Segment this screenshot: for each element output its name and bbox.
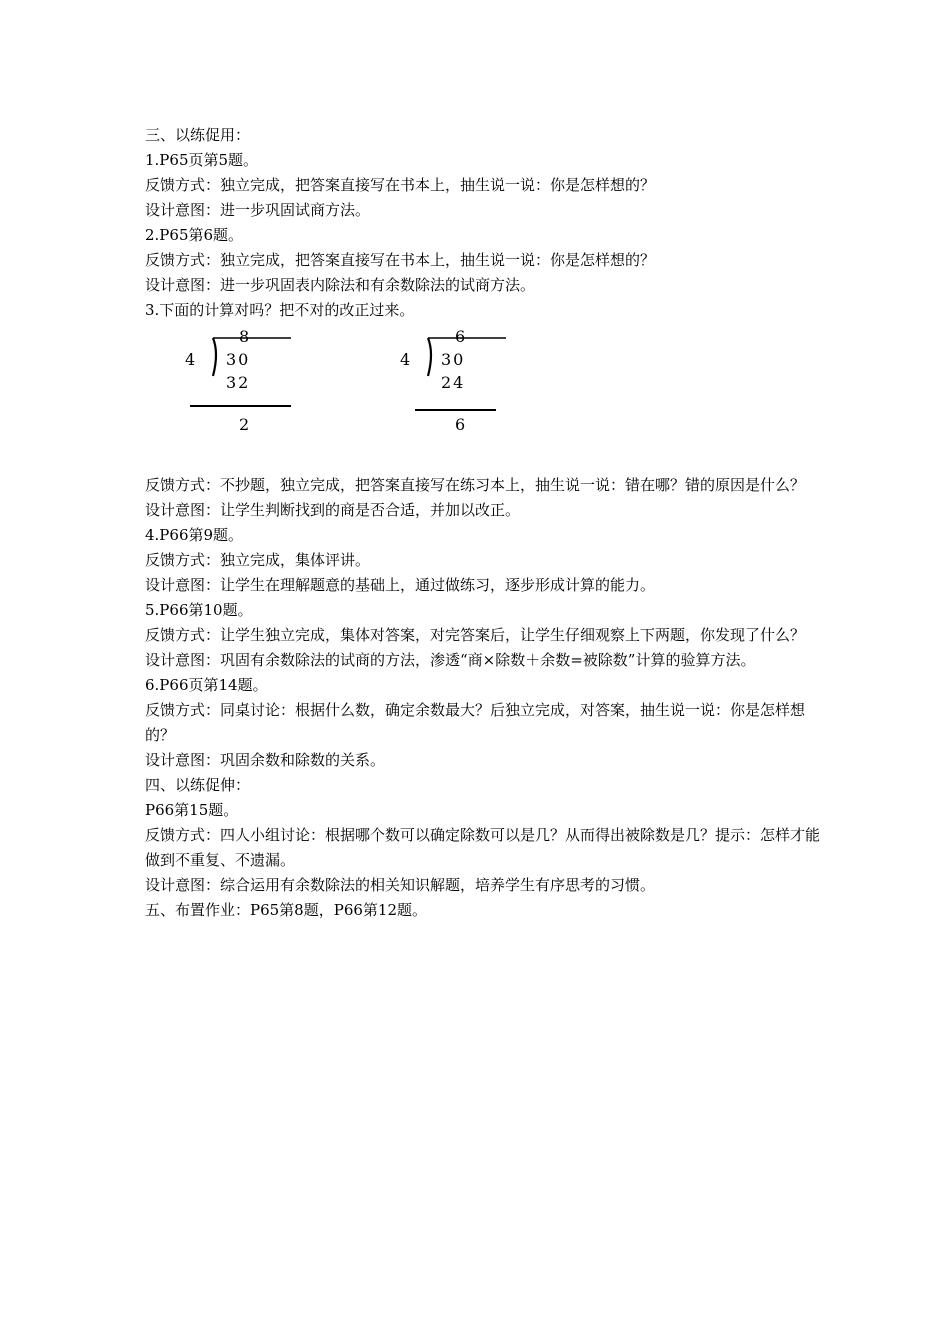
feedback-7: 反馈方式：四人小组讨论：根据哪个数可以确定除数可以是几？从而得出被除数是几？提示：怎样才能做到不重复、不遗漏。	[145, 826, 821, 869]
section-heading-extension: 四、以练促伸：	[145, 776, 251, 794]
section-heading-homework: 五、布置作业：P65第8题，P66第12题。	[145, 901, 427, 919]
feedback-1: 反馈方式：独立完成，把答案直接写在书本上，抽生说一说：你是怎样想的？	[145, 176, 656, 194]
feedback-4: 反馈方式：独立完成，集体评讲。	[145, 551, 371, 569]
feedback-3: 反馈方式：不抄题，独立完成，把答案直接写在练习本上，抽生说一说：错在哪？错的原因是什么？	[145, 476, 806, 494]
exercise-2: 2.P65第6题。	[145, 226, 244, 244]
design-intent-2: 设计意图：进一步巩固表内除法和有余数除法的试商方法。	[145, 276, 536, 294]
long-division-examples	[145, 323, 825, 473]
remainder: 2	[239, 415, 252, 434]
feedback-2: 反馈方式：独立完成，把答案直接写在书本上，抽生说一说：你是怎样想的？	[145, 251, 656, 269]
design-intent-5: 设计意图：巩固有余数除法的试商的方法，渗透“商×除数＋余数=被除数”计算的验算方法。	[145, 651, 756, 669]
long-division-1	[183, 327, 323, 453]
quotient: 8	[239, 327, 252, 346]
document-content	[145, 123, 825, 923]
exercise-7: P66第15题。	[145, 801, 239, 819]
exercise-6: 6.P66页第14题。	[145, 676, 268, 694]
design-intent-3: 设计意图：让学生判断找到的商是否合适，并加以改正。	[145, 501, 521, 519]
dividend: 30	[226, 350, 251, 369]
division-bracket-1	[183, 333, 323, 453]
dividend: 30	[441, 350, 466, 369]
quotient: 6	[455, 327, 468, 346]
design-intent-1: 设计意图：进一步巩固试商方法。	[145, 201, 371, 219]
exercise-5: 5.P66第10题。	[145, 601, 253, 619]
feedback-5: 反馈方式：让学生独立完成，集体对答案，对完答案后，让学生仔细观察上下两题，你发现了什么？	[145, 626, 806, 644]
long-division-2	[398, 327, 538, 453]
divisor: 4	[400, 350, 413, 369]
division-bracket-2	[398, 333, 538, 453]
product: 24	[441, 373, 466, 392]
design-intent-4: 设计意图：让学生在理解题意的基础上，通过做练习，逐步形成计算的能力。	[145, 576, 656, 594]
design-intent-7: 设计意图：综合运用有余数除法的相关知识解题，培养学生有序思考的习惯。	[145, 876, 656, 894]
product: 32	[226, 373, 251, 392]
feedback-6: 反馈方式：同桌讨论：根据什么数，确定余数最大？后独立完成，对答案，抽生说一说：你是怎样想的？	[145, 701, 806, 744]
section-heading-practice: 三、以练促用：	[145, 126, 251, 144]
remainder: 6	[455, 415, 468, 434]
exercise-4: 4.P66第9题。	[145, 526, 244, 544]
exercise-3: 3.下面的计算对吗？把不对的改正过来。	[145, 301, 415, 319]
divisor: 4	[185, 350, 198, 369]
design-intent-6: 设计意图：巩固余数和除数的关系。	[145, 751, 386, 769]
exercise-1: 1.P65页第5题。	[145, 151, 259, 169]
